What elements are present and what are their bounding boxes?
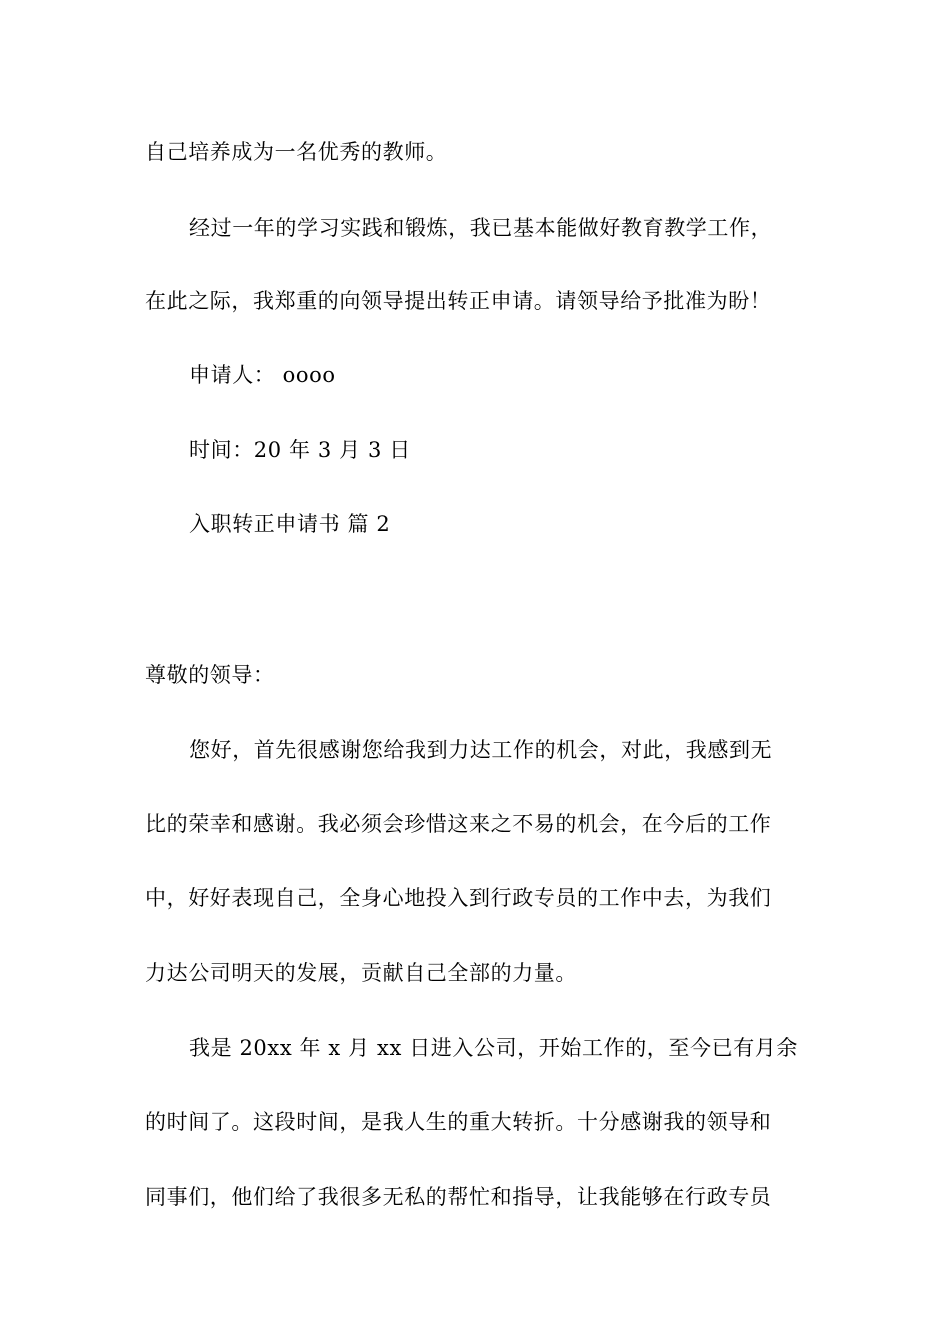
paragraph-4-line-2: 的时间了。这段时间，是我人生的重大转折。十分感谢我的领导和 [145, 1110, 772, 1134]
section-title: 入职转正申请书 篇 2 [189, 512, 391, 536]
salutation: 尊敬的领导： [145, 663, 275, 687]
paragraph-3-line-1: 您好，首先很感谢您给我到力达工作的机会，对此，我感到无 [189, 738, 773, 762]
date-line: 时间：20 年 3 月 3 日 [189, 438, 411, 462]
paragraph-1-line-1: 自己培养成为一名优秀的教师。 [145, 140, 448, 164]
paragraph-4-line-1: 我是 20xx 年 x 月 xx 日进入公司，开始工作的，至今已有月余 [189, 1036, 798, 1060]
paragraph-3-line-2: 比的荣幸和感谢。我必须会珍惜这来之不易的机会，在今后的工作 [145, 812, 772, 836]
paragraph-4-line-3: 同事们，他们给了我很多无私的帮忙和指导，让我能够在行政专员 [145, 1185, 772, 1209]
paragraph-2-line-2: 在此之际，我郑重的向领导提出转正申请。请领导给予批准为盼！ [145, 289, 772, 313]
paragraph-3-line-3: 中，好好表现自己，全身心地投入到行政专员的工作中去，为我们 [145, 886, 772, 910]
paragraph-3-line-4: 力达公司明天的发展，贡献自己全部的力量。 [145, 961, 577, 985]
paragraph-2-line-1: 经过一年的学习实践和锻炼，我已基本能做好教育教学工作， [189, 216, 773, 240]
applicant-line: 申请人： oooo [189, 363, 336, 387]
